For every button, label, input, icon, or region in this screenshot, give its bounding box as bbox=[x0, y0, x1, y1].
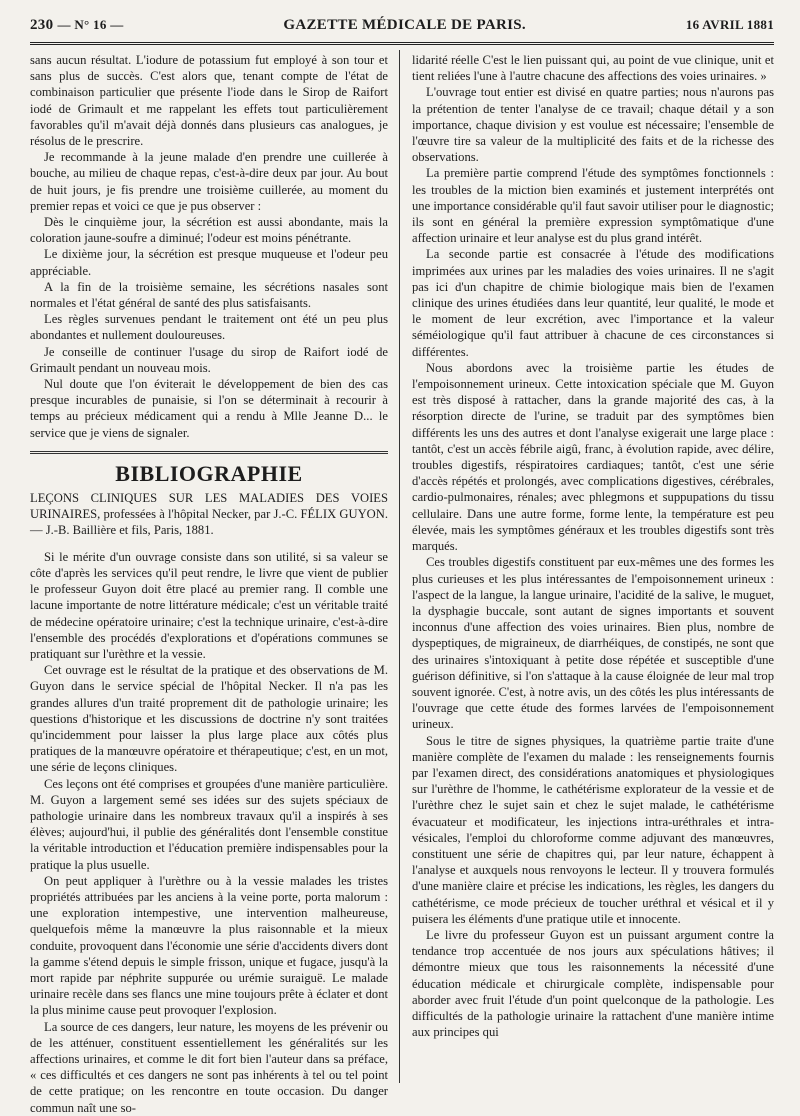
page-number-and-issue bbox=[30, 17, 124, 34]
page-header bbox=[30, 10, 774, 40]
review-paragraph: La seconde partie est consacrée à l'étude des modifications imprimées aux urines par les maladies des voies urinaires. Il ne s'agit pas ici d'un chapitre de chimie biologique mais bien de l'examen clinique des urines étudiées dans leur quantité, leur qualité, le mode et le moment de leur excrétion, avec l'importance et la valeur séméiologique qu'il faut attribuer à chacune de ces circonstances si différentes. bbox=[412, 247, 774, 359]
review-paragraph: Nous abordons avec la troisième partie les études de l'empoisonnement urineux. Cette intoxication spéciale que M. Guyon est très disposé à rattacher, dans la grande majorité des cas, à la résorption directe de l'urine, se traduit par des symptômes bien différents les uns des autres et dont l'analyse exigerait une large place : tantôt, c'est un accès fébrile aigû, franc, à évolution rapide, avec délire, troubles digestifs, réspiratoires cardiaques; tantôt, c'est une série d'accès répétés et prolongés, avec complications digestives, cérébrales, cardio-pulmonaires, rénales; avec phlegmons et suppupations du tissu cellulaire. Dans une autre forme, forme lente, la température est peu élevée, mais les symptômes généraux et les troubles digestifs sont très marqués. bbox=[412, 360, 774, 554]
review-paragraph: lidarité réelle C'est le lien puissant qui, au point de vue clinique, unit et tient reliées l'une à l'autre chacune des affections des voies urinaires. » bbox=[412, 53, 774, 84]
review-paragraph: La première partie comprend l'étude des symptômes fonctionnels : les troubles de la miction bien examinés et justement interprétés ont une importance considérable qu'il faut savoir utiliser pour le diagnostic; ils sont en général la première expression symptômatique d'une affection urinaire et leur analyse est du plus grand intérêt. bbox=[412, 166, 774, 246]
page-number: 230 bbox=[30, 16, 54, 33]
intro-paragraph: A la fin de la troisième semaine, les sécrétions nasales sont normales et l'état général de santé des plus satisfaisants. bbox=[30, 279, 388, 311]
intro-paragraph: Dès le cinquième jour, la sécrétion est aussi abondante, mais la coloration jaune-soufre a diminué; l'odeur est moins pénétrante. bbox=[30, 215, 388, 246]
section-title: BIBLIOGRAPHIE bbox=[115, 460, 303, 486]
intro-paragraph: Je conseille de continuer l'usage du sirop de Raifort iodé de Grimault pendant un nouveau mois. bbox=[30, 344, 388, 375]
intro-paragraph: Les règles survenues pendant le traitement ont été un peu plus abondantes et nullement douloureuses. bbox=[30, 312, 388, 343]
intro-paragraph: Nul doute que l'on éviterait le développement de bien des cas presque incurables de punaisie, si l'on se déterminait à recourir à temps au précieux médicament qui a rendu à Mlle Jeanne D... le service que je viens de signaler. bbox=[30, 377, 388, 440]
intro-paragraph: Le dixième jour, la sécrétion est presque muqueuse et l'odeur peu appréciable. bbox=[30, 247, 388, 278]
left-column bbox=[30, 52, 388, 1115]
header-rule bbox=[30, 42, 774, 45]
section-separator bbox=[30, 451, 388, 454]
newspaper-title: GAZETTE MÉDICALE DE PARIS. bbox=[283, 16, 526, 33]
intro-paragraph: sans aucun résultat. L'iodure de potassium fut employé à son tour et sans plus de succès. C'est alors que, tenant compte de l'état de combinaison particulier que présente l'iode dans le Sirop de Raifort iodé de Grimault et me rappelant les effets tout particulièrement favorables qu'il m'avait déjà donnés dans plusieurs cas analogues, je résolus de le prescrire. bbox=[30, 53, 388, 149]
review-paragraph: La source de ces dangers, leur nature, les moyens de les prévenir ou de les atténuer, constituent essentiellement les généralités sur les affections urinaires, et comme le dit fort bien l'auteur dans sa préface, « ces difficultés et ces dangers ne sont pas inhérents à tel ou tel point de cette pratique; on les rencontre en toute occasion. Du danger commun naît une so- bbox=[30, 1019, 388, 1115]
review-paragraph: Sous le titre de signes physiques, la quatrième partie traite d'une manière complète de l'examen du malade : les renseignements fournis par l'examen direct, des considérations anatomiques et physiologiques sur l'urèthre de l'homme, le cathétérisme explorateur de la vessie et de l'urèthre chez le sujet sain et chez le sujet malade, le cathétérisme évacuateur et modificateur, les injections intra-uréthrales et intra-vésicales, l'emploi du chloroforme comme adjuvant des manœuvres, constituent une série de chapitres qui, par leur nature, échappent à l'analyse et auxquels nous renvoyons le lecteur. Il y trouvera formulés d'une manière claire et précise les indications, les règles, les dangers du cathétérisme, ce mode précieux de toucher uréthral et vésical et il y puisera les éléments d'une pratique utile et innocente. bbox=[412, 733, 774, 926]
review-paragraph: Ces leçons ont été comprises et groupées d'une manière particulière. M. Guyon a largement semé ses idées sur des sujets spéciaux de pathologie urinaire dans les nombreux travaux qu'il a inspirés à ses élèves; aujourd'hui, il publie des généralités dont l'ensemble constitue la véritable introduction et l'éducation première indispensables pour la pratique la plus usuelle. bbox=[30, 776, 388, 872]
review-paragraph: Le livre du professeur Guyon est un puissant argument contre la tendance trop accentuée de nos jours aux spéculations hâtives; il démontre mieux que tous les raisonnements la nécessité d'une éducation médicale et chirurgicale complète, indispensable pour aborder avec fruit l'étude d'un point quelconque de la pathologie. Les difficultés de la pathologie urinaire la rattachent d'une manière intime aux principes qui bbox=[412, 927, 774, 1040]
right-column bbox=[412, 52, 774, 1083]
book-citation: LEÇONS CLINIQUES SUR LES MALADIES DES VOIES URINAIRES, professées à l'hôpital Necker, par J.-C. FÉLIX GUYON. — J.-B. Baillière et fils, Paris, 1881. bbox=[30, 491, 388, 538]
issue-date: 16 AVRIL 1881 bbox=[685, 17, 774, 32]
review-paragraph: Ces troubles digestifs constituent par eux-mêmes une des formes les plus curieuses et les plus intéressantes de l'empoisonnement urineux : l'aspect de la langue, la langue urinaire, l'acidité de la salive, le muguet, la dysphagie buccale, sont autant de signes importants et souvent inconnus d'une affection des voies urinaires. Bien plus, nombre de dyspeptiques, de migraineux, de diarrhéiques, de constipés, ne sont que des urinaires s'intoxiquant à petite dose répétée et susceptible d'une guérison définitive, si l'on s'attaque à la cause éloignée de leur mal trop souvent ignorée. C'est, à notre avis, un des côtés les plus intéressants de l'ouvrage que cette étude des formes larvées de l'empoisonnement urineux. bbox=[412, 555, 774, 732]
review-paragraph: On peut appliquer à l'urèthre ou à la vessie malades les tristes propriétés attribuées par les anciens à la veine porte, porta malorum : une exploration intempestive, une intervention malheureuse, quelquefois même la manœuvre la plus raisonnable et la mieux conduite, provoquent dans l'économie une série d'accidents divers dont la gamme s'étend depuis le simple frisson, unique et fugace, jusqu'à la mort rapide par néphrite suppurée ou urémie suraiguë. Le malade urinaire recèle dans ses flancs une mine toujours prête à éclater et dont la plus minime cause peut provoquer l'explosion. bbox=[30, 873, 388, 1018]
review-paragraph: Si le mérite d'un ouvrage consiste dans son utilité, si sa valeur se côte d'après les services qu'il peut rendre, le livre que vient de publier le professeur Guyon doit être placé au premier rang. Il comble une lacune importante de notre littérature médicale; c'est un véritable traité de médecine opératoire urinaire; c'est la technique urinaire, c'est-à-dire l'ensemble des procédés d'explorations et d'opérations communes se pratiquant sur l'urèthre et la vessie. bbox=[30, 549, 388, 661]
intro-paragraph: Je recommande à la jeune malade d'en prendre une cuillerée à bouche, au milieu de chaque repas, c'est-à-dire deux par jour. Au bout de huit jours, je fis prendre une troisième cuillerée, au moment du premier repas et voici ce que je pus observer : bbox=[30, 150, 388, 213]
review-paragraph: Cet ouvrage est le résultat de la pratique et des observations de M. Guyon dans le service spécial de l'hôpital Necker. Il n'a pas les grandes allures d'un traité proprement dit de pathologie urinaire; les questions d'historique et les discussions de doctrine n'y sont traitées qu'incidemment pour laisser la plus large place aux côtés plus pratiques de la manœuvre opératoire et thérapeutique; c'est, en un mot, une série de leçons cliniques. bbox=[30, 663, 388, 775]
issue-number: — N° 16 — bbox=[57, 16, 124, 32]
review-paragraph: L'ouvrage tout entier est divisé en quatre parties; nous n'aurons pas la prétention de tenter l'analyse de ce travail; chaque détail y a son importance, chaque division y est voulue est nécessaire; l'ensemble de l'œuvre tire sa valeur de la multiplicité des faits et de la richesse des observations. bbox=[412, 85, 774, 165]
column-divider bbox=[399, 50, 400, 1083]
